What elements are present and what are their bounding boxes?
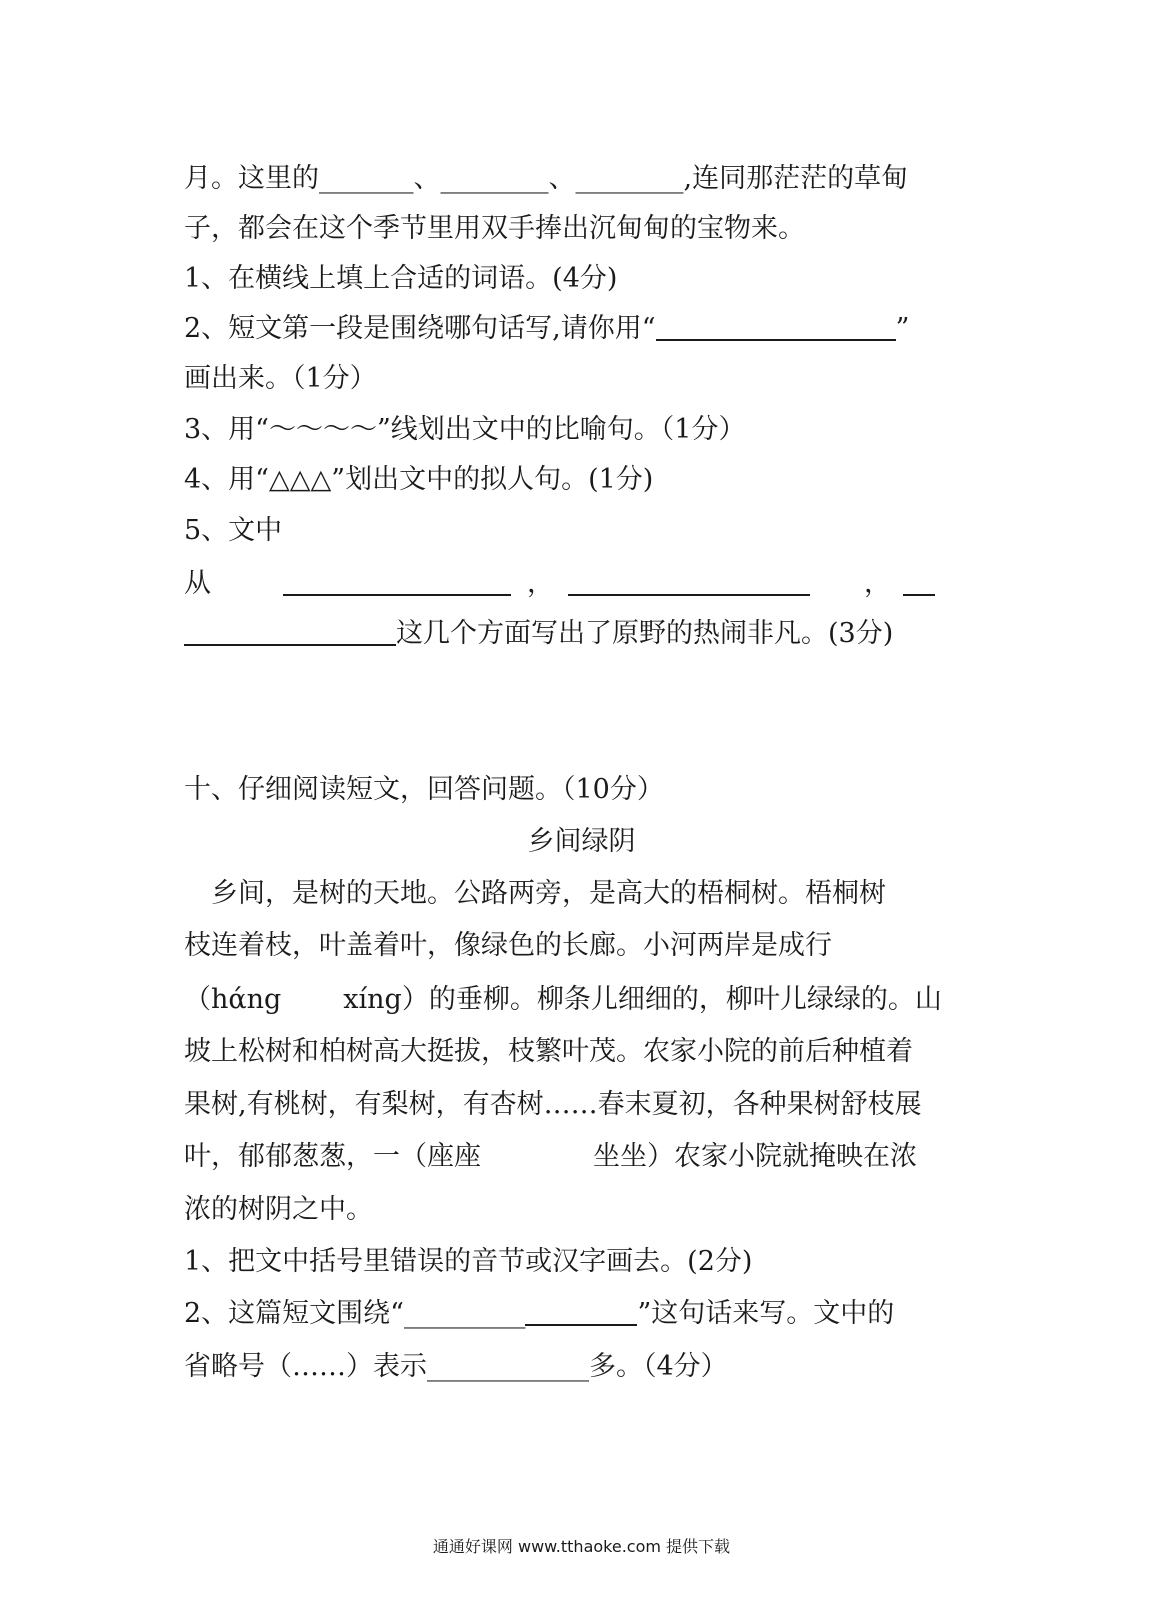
answer-blank xyxy=(568,568,810,596)
passage-title: 乡间绿阴 xyxy=(527,826,636,857)
question-text: ”这句话来写。文中的 xyxy=(637,1298,895,1329)
footer-credit: 通通好课网 www.tthaoke.com 提供下载 xyxy=(432,1537,731,1556)
question-1: 1、在横线上填上合适的词语。(4分) xyxy=(184,263,618,294)
question-5: 5、文中 xyxy=(184,515,283,546)
passage-line xyxy=(184,982,964,1018)
character-option: 坐坐）农家小院就掩映在浓 xyxy=(593,1141,917,1172)
passage-line: 乡间，是树的天地。公路两旁，是高大的梧桐树。梧桐树 xyxy=(184,878,886,909)
from-word: 从 xyxy=(184,568,211,599)
answer-blank xyxy=(903,568,935,596)
answer-blank xyxy=(525,1298,637,1326)
question-2-cont: 画出来。（1分） xyxy=(184,363,377,394)
question-3: 3、用“～～～～”线划出文中的比喻句。（1分） xyxy=(184,414,746,445)
comma: ， xyxy=(527,568,554,599)
passage-question-2-cont: 省略号（……）表示____________多。（4分） xyxy=(184,1351,728,1382)
question-text: 这几个方面写出了原野的热闹非凡。(3分) xyxy=(396,618,894,649)
passage-line xyxy=(184,1139,964,1175)
question-4: 4、用“△△△”划出文中的拟人句。(1分) xyxy=(184,464,654,495)
answer-blank xyxy=(283,568,511,596)
comma: ， xyxy=(864,568,891,599)
pinyin-option: （hάng xyxy=(184,984,282,1015)
passage-line: 浓的树阴之中。 xyxy=(184,1194,373,1225)
question-5-cont xyxy=(184,566,964,602)
answer-blank xyxy=(184,618,396,646)
passage-question-1: 1、把文中括号里错误的音节或汉字画去。(2分) xyxy=(184,1246,753,1277)
passage-question-2 xyxy=(184,1296,964,1332)
character-option: 叶，郁郁葱葱，一（座座 xyxy=(184,1141,481,1172)
section-heading: 十、仔细阅读短文，回答问题。（10分） xyxy=(184,774,664,805)
quote-mark: ” xyxy=(895,313,910,344)
answer-blank xyxy=(656,313,896,341)
passage-line: 枝连着枝，叶盖着叶，像绿色的长廊。小河两岸是成行 xyxy=(184,930,832,961)
question-text: 2、短文第一段是围绕哪句话写,请你用“ xyxy=(184,313,656,344)
question-text: 2、这篇短文围绕“_________ xyxy=(184,1298,526,1329)
question-2 xyxy=(184,311,964,347)
passage-line: 坡上松树和柏树高大挺拔，枝繁叶茂。农家小院的前后种植着 xyxy=(184,1036,913,1067)
passage-line: 果树,有桃树，有梨树，有杏树……春末夏初，各种果树舒枝展 xyxy=(184,1089,922,1120)
pinyin-option: xíng）的垂柳。柳条儿细细的，柳叶儿绿绿的。山 xyxy=(343,984,942,1015)
text-line: 月。这里的_______、________、________,连同那茫茫的草甸 xyxy=(184,163,909,194)
text-line: 子，都会在这个季节里用双手捧出沉甸甸的宝物来。 xyxy=(184,213,805,244)
question-5-end xyxy=(184,616,964,652)
